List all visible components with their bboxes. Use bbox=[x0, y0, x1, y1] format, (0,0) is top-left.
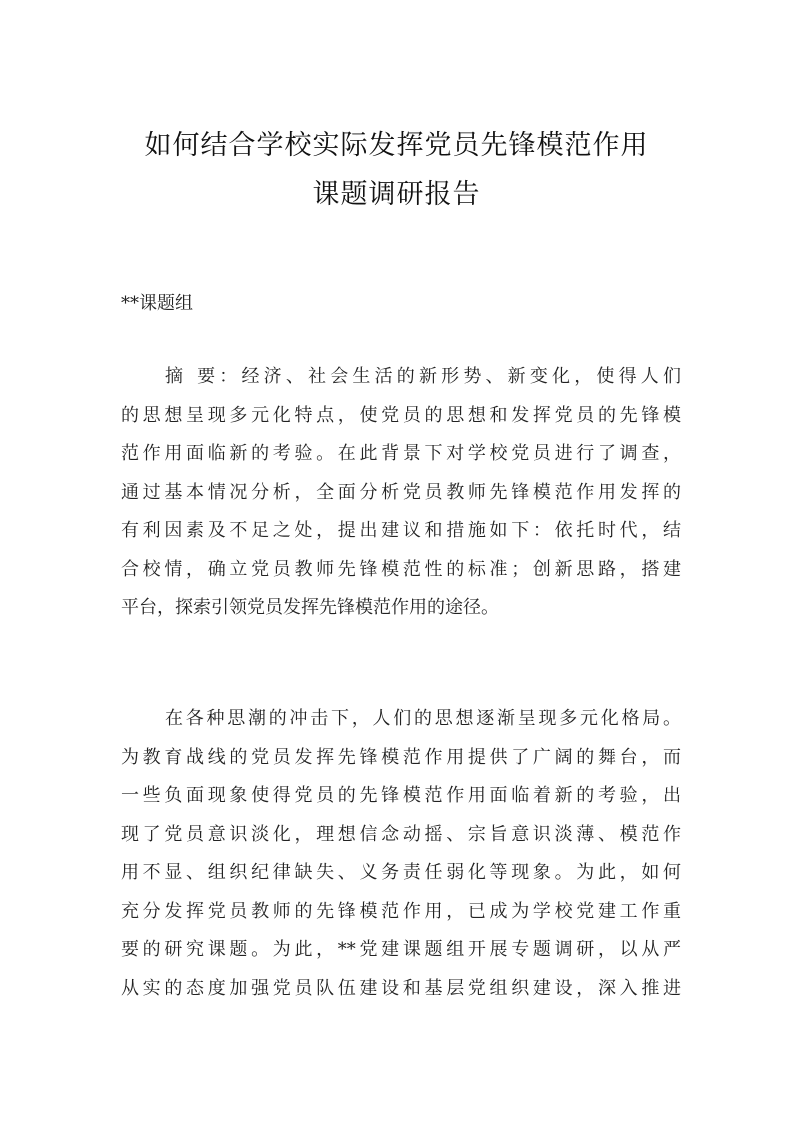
document-title-line-2: 课题调研报告 bbox=[312, 179, 481, 210]
abstract-paragraph bbox=[121, 358, 681, 628]
abstract-line: 范作用面临新的考验。在此背景下对学校党员进行了调查， bbox=[121, 443, 681, 464]
abstract-line: 摘 要：经济、社会生活的新形势、新变化，使得人们 bbox=[165, 366, 681, 387]
abstract-line: 通过基本情况分析，全面分析党员教师先锋模范作用发挥的 bbox=[121, 481, 681, 503]
body-line: 用不显、组织纪律缺失、义务责任弱化等现象。为此，如何 bbox=[121, 862, 681, 883]
body-line: 现了党员意识淡化，理想信念动摇、宗旨意识淡薄、模范作 bbox=[121, 823, 681, 845]
abstract-line: 合校情，确立党员教师先锋模范性的标准；创新思路，搭建 bbox=[121, 558, 681, 580]
author-line: **课题组 bbox=[121, 293, 193, 314]
abstract-line: 的思想呈现多元化特点，使党员的思想和发挥党员的先锋模 bbox=[121, 404, 681, 426]
document-title-line-1: 如何结合学校实际发挥党员先锋模范作用 bbox=[144, 130, 649, 161]
body-line: 为教育战线的党员发挥先锋模范作用提供了广阔的舞台，而 bbox=[121, 746, 681, 768]
body-line: 一些负面现象使得党员的先锋模范作用面临着新的考验，出 bbox=[121, 785, 681, 806]
body-line: 充分发挥党员教师的先锋模范作用，已成为学校党建工作重 bbox=[121, 900, 681, 922]
body-line: 从实的态度加强党员队伍建设和基层党组织建设，深入推进 bbox=[121, 977, 681, 999]
abstract-line: 平台，探索引领党员发挥先锋模范作用的途径。 bbox=[121, 597, 499, 618]
body-line: 在各种思潮的冲击下，人们的思想逐渐呈现多元化格局。 bbox=[165, 708, 681, 729]
body-line: 要的研究课题。为此，**党建课题组开展专题调研，以从严 bbox=[121, 939, 681, 960]
abstract-line: 有利因素及不足之处，提出建议和措施如下：依托时代，结 bbox=[121, 520, 681, 541]
body-paragraph bbox=[121, 700, 681, 1008]
